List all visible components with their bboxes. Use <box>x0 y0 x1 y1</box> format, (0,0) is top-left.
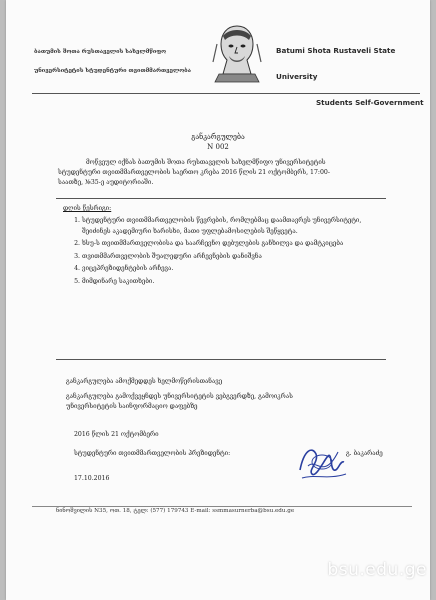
closing-line-3: უნივერსიტეტის საინფორმაციო დაფებზე <box>66 403 198 410</box>
signatory-name: გ. ბაკარაძე <box>346 450 383 457</box>
closing-line-1: განკარგულება ამოქმედდეს ხელმოწერისთანავე <box>66 378 223 385</box>
header-divider <box>32 93 420 94</box>
section-divider-bottom <box>56 359 386 360</box>
agenda-item: 4. ვიცეპრეზიდენტების არჩევა. <box>82 264 382 275</box>
signatory-role: სტუდენტური თვითმმართველობის პრეზიდენტი: <box>74 450 231 457</box>
handwritten-signature-icon <box>294 440 350 486</box>
order-date: 2016 წლის 21 ოქტომბერი <box>74 431 159 438</box>
agenda-heading: დღის წესრიგი: <box>63 205 112 212</box>
section-divider-top <box>56 198 386 199</box>
document-number: N 002 <box>207 143 229 151</box>
document-title: განკარგულება <box>191 133 245 141</box>
agenda-list <box>60 216 382 289</box>
site-watermark: bsu.edu.ge <box>327 560 427 580</box>
footer-divider <box>32 506 412 507</box>
header-right-line2: Students Self-Government <box>316 98 424 107</box>
footer-contact: ნინოშვილის N35, ოთ. 18, ტელ: (577) 179743 E-mail: ssmmasurnerba@bsu.edu.ge <box>56 508 295 514</box>
header-left-line1: ბათუმის შოთა რუსთაველის სახელმწიფო <box>34 49 167 55</box>
intro-line-3: საათზე, №35-ე აუდიტორიაში. <box>58 179 154 186</box>
header-english <box>276 38 426 116</box>
agenda-item: 3. თვითმმართველობის შუალედური არჩევნების დანიშვნა <box>82 252 382 263</box>
header-left-line2: უნივერსიტეტის სტუდენტური თვითმმართველობა <box>34 68 191 74</box>
intro-line-1: მოწვეულ იქნას ბათუმის შოთა რუსთაველის სახელმწიფო უნივერსიტეტის <box>86 159 326 166</box>
intro-line-2: სტუდენტური თვითმმართველობის საერთო კრება 2016 წლის 21 ოქტომბერს, 17:00- <box>58 169 330 176</box>
header-right-line1: Batumi Shota Rustaveli State University <box>276 46 396 81</box>
agenda-item: 2. ხსუ-ს თვითმმართველობისა და საარჩევნო დებულების განხილვა და დამტკიცება <box>82 239 382 250</box>
date-numeric: 17.10.2016 <box>74 475 110 482</box>
agenda-item: 5. მიმდინარე საკითხები. <box>82 277 382 288</box>
closing-line-2: განკარგულება გამოქვეყნდეს უნივერსიტეტის ვებგვერდზე, გამოიკრას <box>66 393 293 400</box>
agenda-item: 1. სტუდენტური თვითმმართველობის წევრების, რომლებმაც დაამთავრეს უნივერსიტეტი, შეიძინეს აკადემიური ხარისხი, მათი უფლებამოსილების შეწყვეტა. <box>82 216 382 237</box>
header-georgian <box>34 43 204 81</box>
document-page <box>6 0 430 600</box>
rustaveli-emblem-icon <box>209 22 265 86</box>
